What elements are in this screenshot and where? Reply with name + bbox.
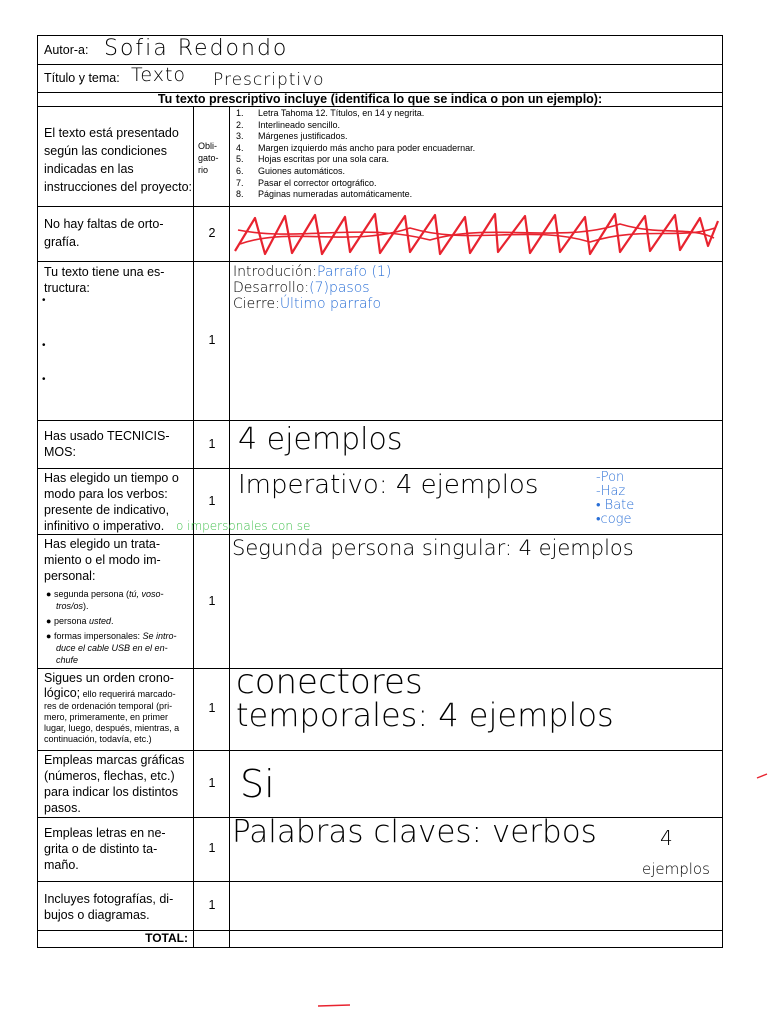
row-photos-label-1: Incluyes fotografías, di-	[44, 892, 174, 906]
condition-item: 4. Margen izquierdo más ancho para poder encuadernar.	[236, 142, 476, 153]
row-tecnicismos-score: 1	[208, 437, 216, 451]
row-bold-label-1: Empleas letras en ne-	[44, 826, 166, 840]
verbs-examples-list: -Pon -Haz • Bate •coge	[596, 470, 635, 527]
row-bold-score: 1	[208, 841, 216, 855]
condition-item: 8. Páginas numeradas automáticamente.	[236, 189, 413, 200]
treatment-option: ● formas impersonales: Se intro-	[46, 631, 177, 641]
bullet-icon: •	[42, 295, 46, 306]
red-pen-mark	[316, 1000, 352, 1010]
condition-item: 6. Guiones automáticos.	[236, 165, 346, 176]
condition-item: 7. Pasar el corrector ortográfico.	[236, 177, 377, 188]
treatment-option: ● segunda persona (tú, voso-	[46, 589, 164, 599]
red-scribble	[230, 206, 722, 261]
author-value: Sofia Redondo	[104, 36, 289, 61]
row-orthography-score: 2	[208, 226, 216, 240]
row-orthography-label-1: No hay faltas de orto-	[44, 217, 164, 231]
row-orthography-label-2: grafía.	[44, 235, 80, 249]
row-structure-score: 1	[208, 333, 216, 347]
row-photos-label-2: bujos o diagramas.	[44, 908, 150, 922]
row-marks-score: 1	[208, 776, 216, 790]
row-treatment-label-2: miento o el modo im-	[44, 553, 161, 567]
row-structure-label-2: tructura:	[44, 281, 90, 295]
bold-handwriting-count: 4	[660, 826, 673, 850]
row-verbs-label-2: modo para los verbos:	[44, 487, 168, 501]
title-value-1: Texto	[131, 64, 187, 86]
row-marks-label-4: pasos.	[44, 801, 81, 815]
row-bold-label-2: grita o de distinto ta-	[44, 842, 158, 856]
condition-item: 1. Letra Tahoma 12. Títulos, en 14 y negrita.	[236, 108, 425, 118]
row-marks-label-3: para indicar los distintos	[44, 785, 179, 799]
verbs-handwriting: Imperativo: 4 ejemplos	[238, 470, 539, 500]
title-label: Título y tema:	[44, 71, 120, 85]
bullet-icon: •	[42, 340, 46, 351]
row-photos-score: 1	[208, 898, 216, 912]
row-treatment-score: 1	[208, 594, 216, 608]
row-verbs-label-3: presente de indicativo,	[44, 503, 170, 517]
chrono-handwriting-2: temporales: 4 ejemplos	[236, 696, 614, 734]
row-treatment-label-1: Has elegido un trata-	[44, 537, 161, 551]
chrono-handwriting-1: conectores	[236, 662, 423, 702]
marks-handwriting: Si	[240, 762, 275, 806]
condition-item: 5. Hojas escritas por una sola cara.	[236, 154, 390, 165]
row-conditions-label: El texto está presentado según las condiciones indicadas en las instrucciones del proyecto:	[44, 126, 192, 194]
treatment-handwriting: Segunda persona singular: 4 ejemplos	[232, 536, 634, 560]
bold-handwriting-examples: ejemplos	[642, 860, 710, 878]
row-treatment-label-3: personal:	[44, 569, 96, 583]
tecnicismos-handwriting: 4 ejemplos	[238, 422, 403, 457]
row-marks-label-2: (números, flechas, etc.)	[44, 769, 175, 783]
row-conditions-score: Obli-gato-rio	[198, 141, 219, 175]
row-verbs-label-4: infinitivo o imperativo.	[44, 519, 165, 533]
row-tecnicismos-label-1: Has usado TECNICIS-	[44, 429, 170, 443]
row-chrono-label: Sigues un orden crono- lógico; ello requerirá marcado- res de ordenación temporal (pri- mero, primeramente, en primer lugar, luego, después, mientras, a continuación, todavía, etc.)	[44, 671, 180, 744]
author-label: Autor-a:	[44, 43, 89, 57]
conditions-list	[236, 108, 475, 201]
bold-handwriting: Palabras claves: verbos	[232, 814, 597, 850]
title-value-2: Prescriptivo	[213, 70, 325, 90]
condition-item: 2. Interlineado sencillo.	[236, 119, 341, 130]
red-pen-mark	[756, 772, 768, 780]
row-chrono-score: 1	[208, 701, 216, 715]
row-tecnicismos-label-2: MOS:	[44, 445, 76, 459]
bullet-icon: •	[42, 374, 46, 385]
row-verbs-label-1: Has elegido un tiempo o	[44, 471, 179, 485]
instruction-heading: Tu texto prescriptivo incluye (identifica lo que se indica o pon un ejemplo):	[157, 92, 603, 106]
structure-handwriting: Introdución:Parrafo (1) Desarrollo:(7)pasos Cierre:Último parrafo	[233, 264, 392, 312]
row-structure-label-1: Tu texto tiene una es-	[44, 265, 165, 279]
verbs-handwriting-green: o impersonales con se	[176, 519, 311, 533]
treatment-options: ● segunda persona (tú, voso- tros/os). ● persona usted. ● formas impersonales: Se intro- duce el cable USB en el en- chufe	[46, 588, 192, 666]
total-label: TOTAL:	[145, 931, 188, 945]
row-marks-label-1: Empleas marcas gráficas	[44, 753, 185, 767]
row-bold-label-3: maño.	[44, 858, 79, 872]
condition-item: 3. Márgenes justificados.	[236, 131, 348, 142]
treatment-option: ● persona usted.	[46, 616, 114, 626]
row-verbs-score: 1	[208, 494, 216, 508]
